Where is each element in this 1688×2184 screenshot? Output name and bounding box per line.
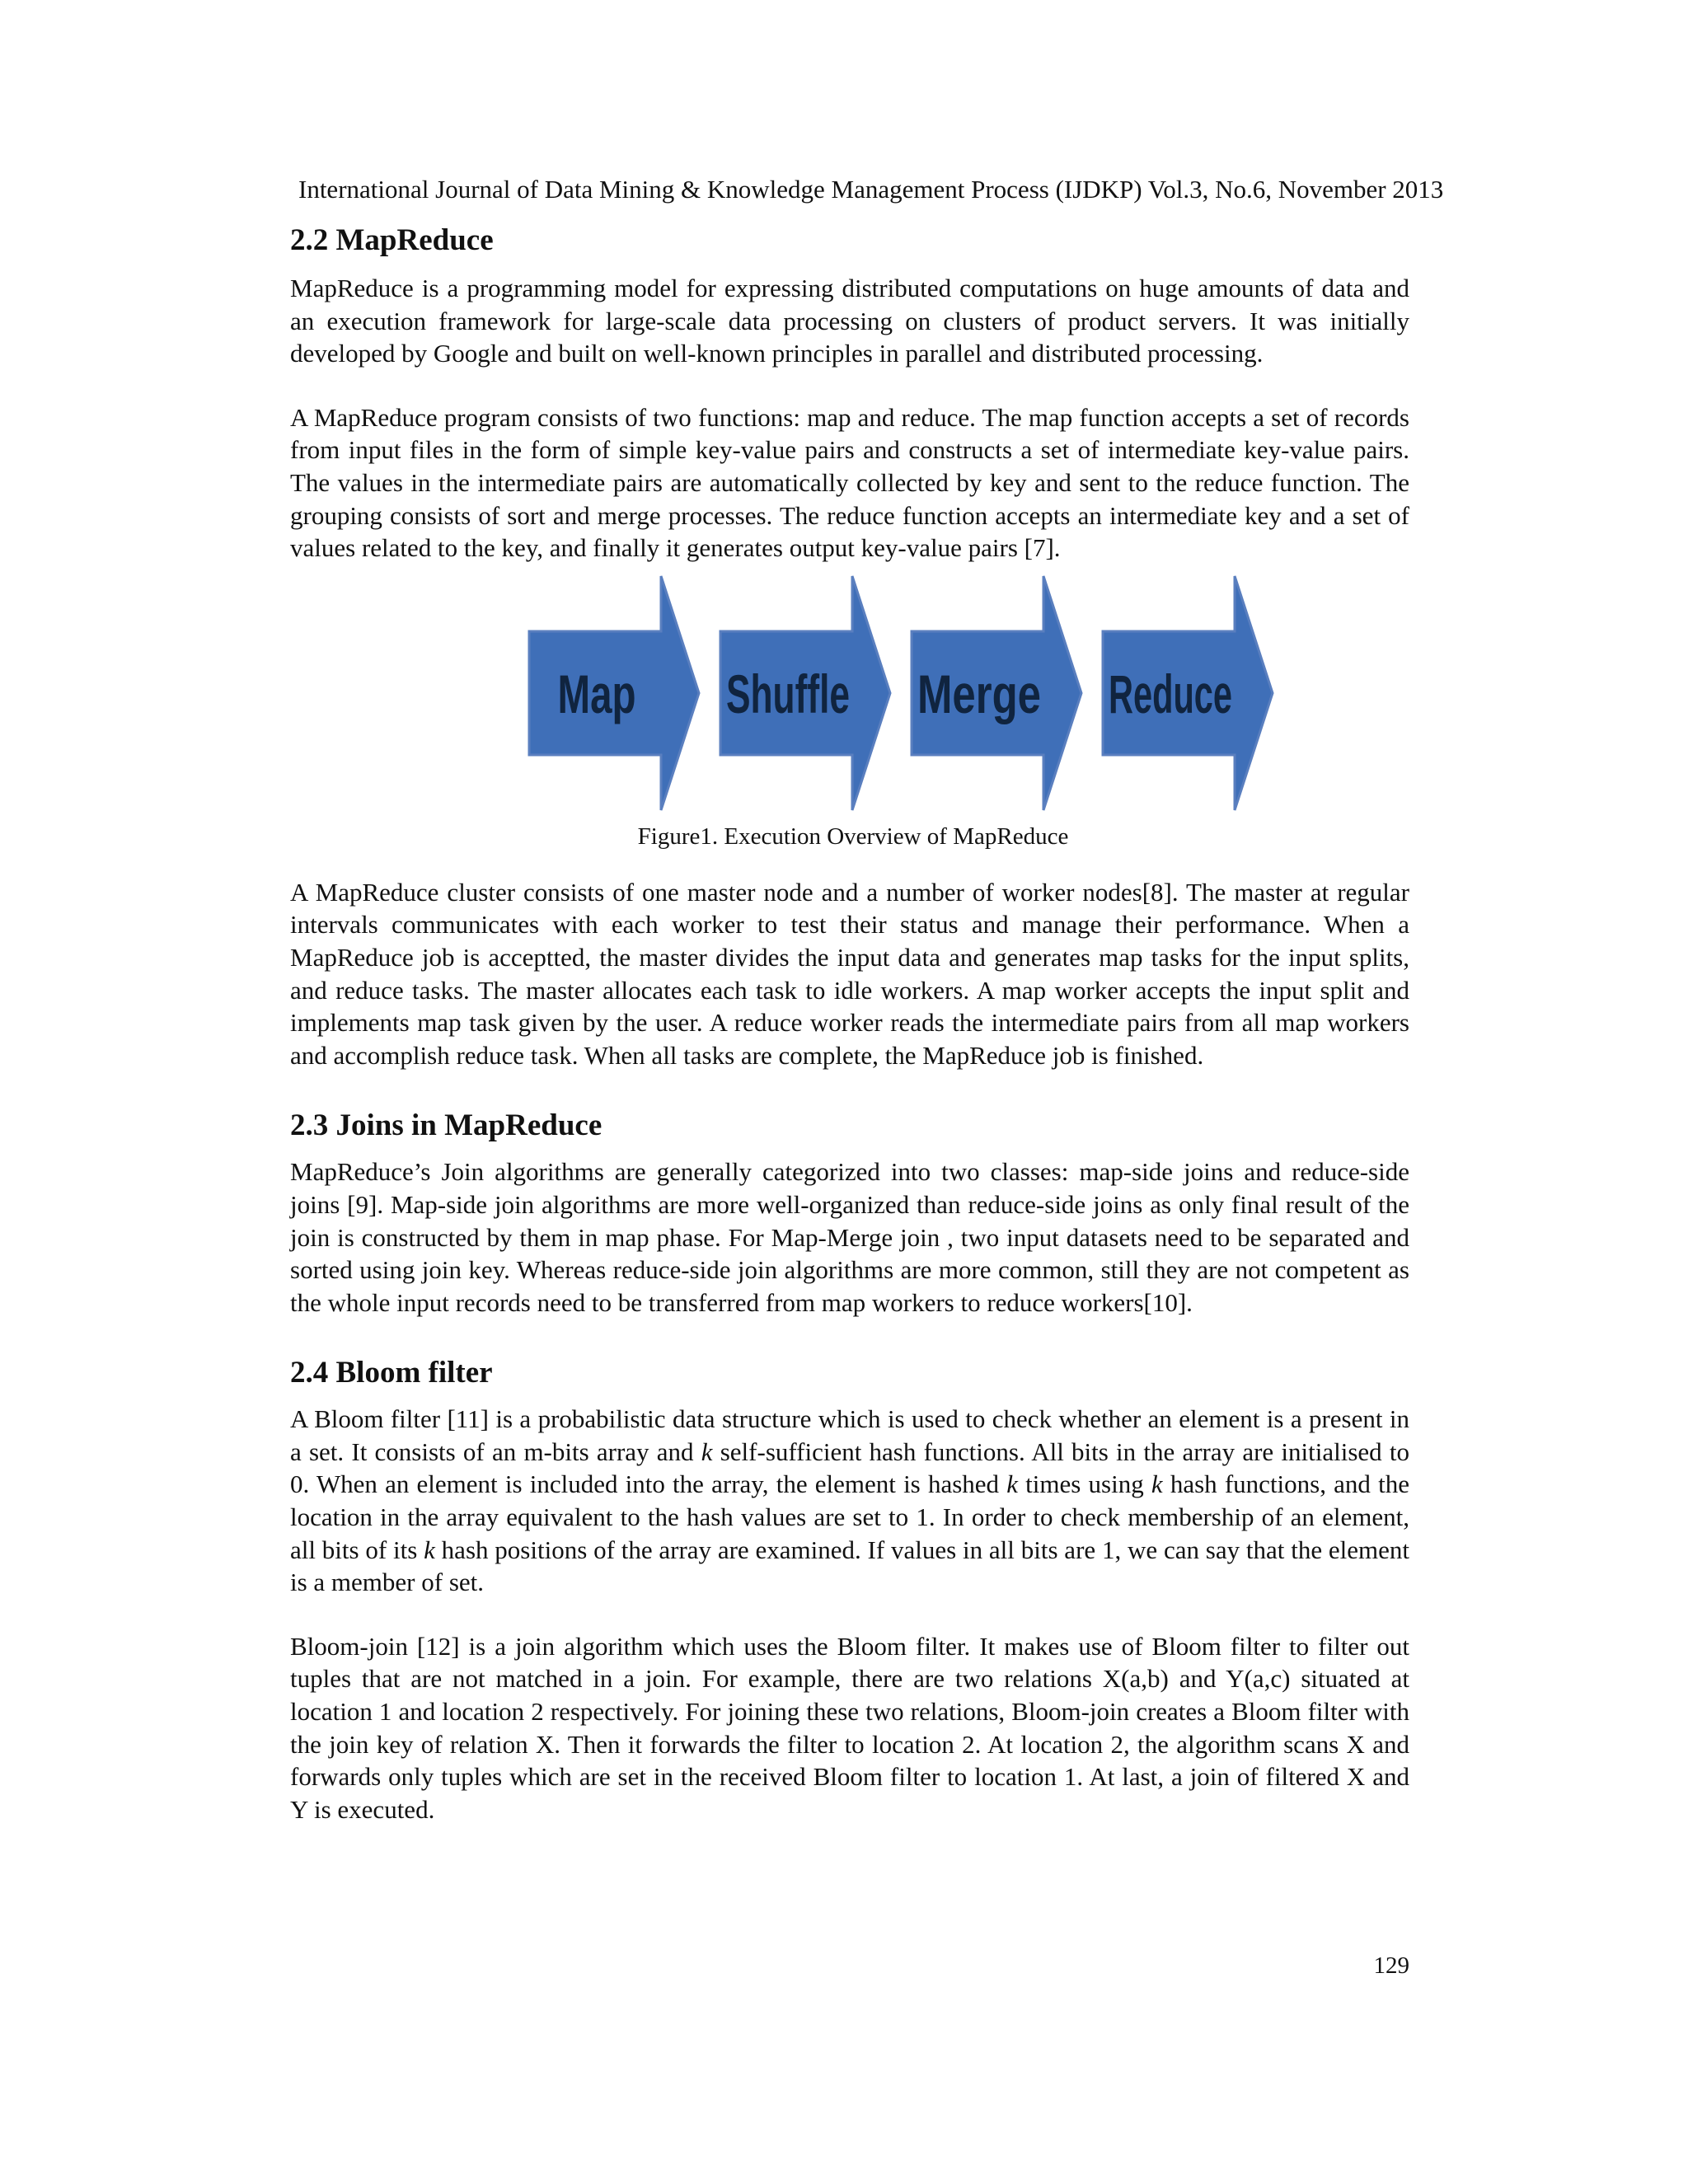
page-content xyxy=(290,214,1409,1825)
bloom-text-c: times using xyxy=(1017,1469,1151,1499)
bloom-text-a: A Bloom filter [11] is a probabilistic data structure which is used to check whether an element is a present in a set. It consists of an m-bits array and xyxy=(290,1404,1409,1466)
section-title-bloom-filter: 2.4 Bloom filter xyxy=(290,1356,493,1390)
running-header: International Journal of Data Mining & Knowledge Management Process (IJDKP) Vol.3, No.6, November 2013 xyxy=(298,175,1444,204)
figure-execution-overview xyxy=(290,569,1409,817)
flow-arrow-label-reduce: Reduce xyxy=(1109,663,1232,724)
paragraph-mapreduce-cluster: A MapReduce cluster consists of one master node and a number of worker nodes[8]. The master at regular intervals communicates with each worker to test their status and manage their performance. When a MapReduce job is acceptted, the master divides the input data and generates map tasks for the input splits, and reduce tasks. The master allocates each task to idle workers. A map worker accepts the input split and implements map task given by the user. A reduce worker reads the intermediate pairs from all map workers and accomplish reduce task. When all tasks are complete, the MapReduce job is finished. xyxy=(290,877,1409,1070)
bloom-text-e: hash positions of the array are examined. If values in all bits are 1, we can say that the element is a member of set. xyxy=(290,1535,1409,1597)
paragraph-joins: MapReduce’s Join algorithms are generally categorized into two classes: map-side joins and reduce-side joins [9]. Map-side join algorithms are more well-organized than reduce-side joins as only final result of the join is constructed by them in map phase. For Map-Merge join , two input datasets need to be separated and sorted using join key. Whereas reduce-side join algorithms are more common, still they are not competent as the whole input records need to be transferred from map workers to reduce workers[10]. xyxy=(290,1157,1409,1317)
paragraph-bloom-join: Bloom-join [12] is a join algorithm which uses the Bloom filter. It makes use of Bloom filter to filter out tuples that are not matched in a join. For example, there are two relations X(a,b) and Y(a,c) situated at location 1 and location 2 respectively. For joining these two relations, Bloom-join creates a Bloom filter with the join key of relation X. Then it forwards the filter to location 2. At location 2, the algorithm scans X and forwards only tuples which are set in the received Bloom filter to location 1. At last, a join of filtered X and Y is executed. xyxy=(290,1631,1409,1824)
paragraph-mapreduce-intro: MapReduce is a programming model for expressing distributed computations on huge amounts of data and an execution framework for large-scale data processing on clusters of product servers. It was initially developed by Google and built on well-known principles in parallel and distributed processing. xyxy=(290,274,1409,368)
page-number: 129 xyxy=(1373,1952,1409,1979)
variable-k: k xyxy=(701,1436,713,1466)
variable-k: k xyxy=(424,1535,435,1564)
variable-k: k xyxy=(1151,1469,1163,1499)
section-title-mapreduce: 2.2 MapReduce xyxy=(290,223,494,257)
flow-arrow-label-map: Map xyxy=(557,663,636,724)
variable-k: k xyxy=(1006,1469,1018,1499)
bloom-text-d: hash functions, and the location in the array equivalent to the hash values are set to 1. In order to check membership of an element, all bits of its xyxy=(290,1469,1409,1564)
bloom-text-b: self-sufficient hash functions. All bits in the array are initialised to 0. When an element is included into the array, the element is hashed xyxy=(290,1436,1409,1499)
paragraph-bloom-filter xyxy=(290,1403,1409,1599)
flow-arrow-label-merge: Merge xyxy=(917,663,1041,724)
paragraph-mapreduce-program: A MapReduce program consists of two functions: map and reduce. The map function accepts a set of records from input files in the form of simple key-value pairs and constructs a set of intermediate key-value pairs. The values in the intermediate pairs are automatically collected by key and sent to the reduce function. The grouping consists of sort and merge processes. The reduce function accepts an intermediate key and a set of values related to the key, and finally it generates output key-value pairs [7]. xyxy=(290,402,1409,563)
execution-flow-diagram xyxy=(290,569,1409,817)
section-title-joins: 2.3 Joins in MapReduce xyxy=(290,1108,603,1143)
figure-caption: Figure1. Execution Overview of MapReduce xyxy=(637,823,1069,850)
flow-arrow-label-shuffle: Shuffle xyxy=(726,663,850,724)
